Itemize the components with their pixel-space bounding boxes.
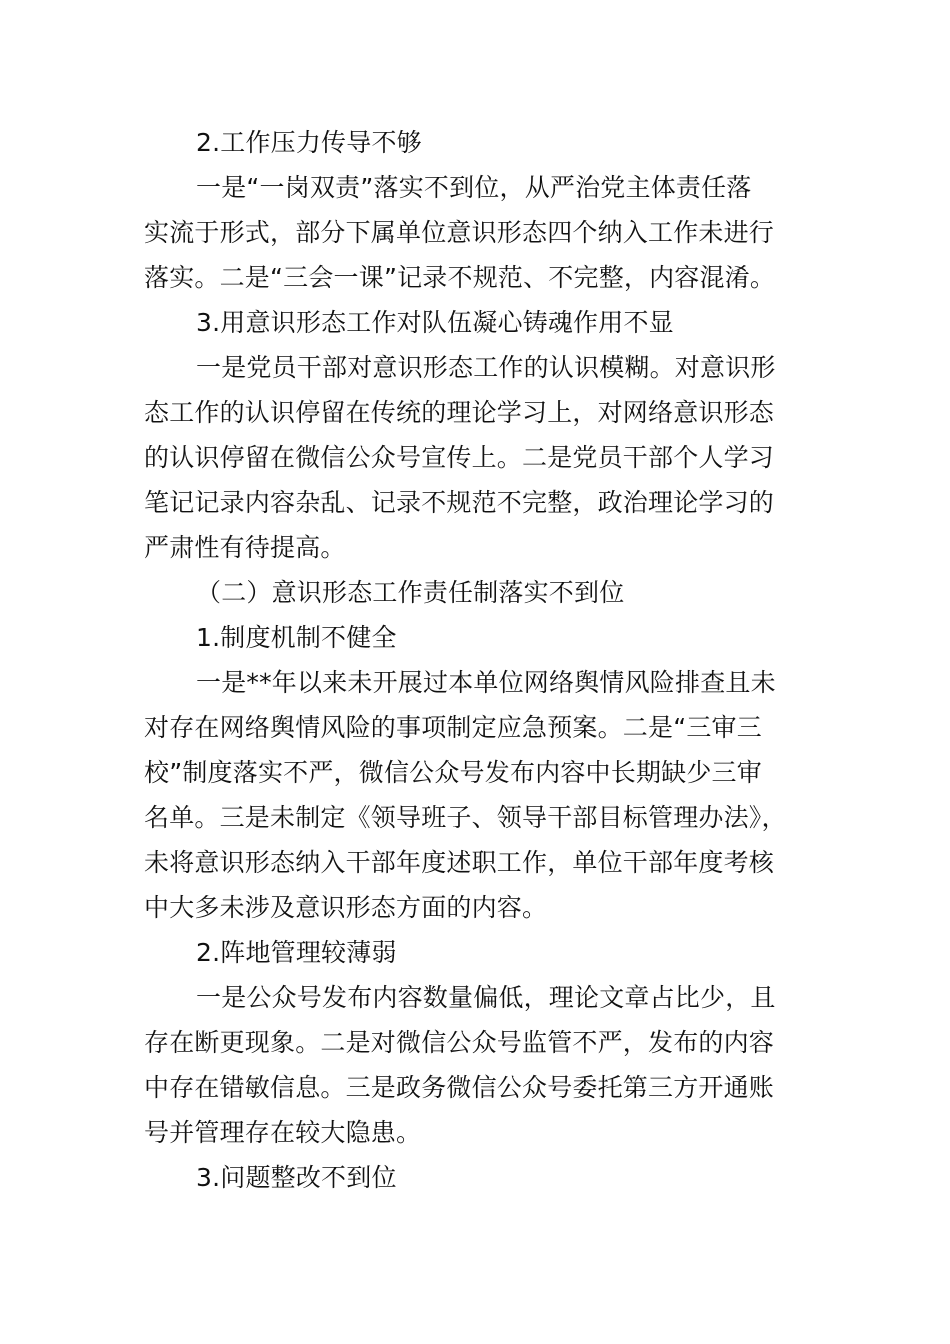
paragraph-line: 态工作的认识停留在传统的理论学习上，对网络意识形态	[144, 398, 775, 427]
heading-2-work-pressure: 2.工作压力传导不够	[196, 128, 422, 157]
paragraph-line: 号并管理存在较大隐患。	[144, 1118, 422, 1147]
paragraph-line: 校”制度落实不严，微信公众号发布内容中长期缺少三审	[144, 758, 762, 787]
heading-1-institution: 1.制度机制不健全	[196, 623, 397, 652]
paragraph-line: 名单。三是未制定《领导班子、领导干部目标管理办法》，	[144, 803, 787, 832]
section-heading-2: （二）意识形态工作责任制落实不到位	[196, 578, 625, 607]
paragraph-line: 一是党员干部对意识形态工作的认识模糊。对意识形	[196, 353, 776, 382]
paragraph-line: 的认识停留在微信公众号宣传上。二是党员干部个人学习	[144, 443, 775, 472]
paragraph-line: 对存在网络舆情风险的事项制定应急预案。二是“三审三	[144, 713, 762, 742]
paragraph-line: 存在断更现象。二是对微信公众号监管不严，发布的内容	[144, 1028, 775, 1057]
paragraph-line: 中存在错敏信息。三是政务微信公众号委托第三方开通账	[144, 1073, 775, 1102]
paragraph-line: 一是**年以来未开展过本单位网络舆情风险排查且未	[196, 668, 776, 697]
paragraph-line: 实流于形式，部分下属单位意识形态四个纳入工作未进行	[144, 218, 775, 247]
paragraph-line: 严肃性有待提高。	[144, 533, 346, 562]
heading-3-rectification: 3.问题整改不到位	[196, 1163, 397, 1192]
paragraph-line: 一是“一岗双责”落实不到位，从严治党主体责任落	[196, 173, 752, 202]
paragraph-line: 一是公众号发布内容数量偏低，理论文章占比少，且	[196, 983, 776, 1012]
heading-2-position-management: 2.阵地管理较薄弱	[196, 938, 397, 967]
paragraph-line: 未将意识形态纳入干部年度述职工作，单位干部年度考核	[144, 848, 775, 877]
paragraph-line: 中大多未涉及意识形态方面的内容。	[144, 893, 548, 922]
paragraph-line: 笔记记录内容杂乱、记录不规范不完整，政治理论学习的	[144, 488, 775, 517]
paragraph-line: 落实。二是“三会一课”记录不规范、不完整，内容混淆。	[144, 263, 776, 292]
document-body	[144, 120, 804, 1200]
heading-3-ideology-role: 3.用意识形态工作对队伍凝心铸魂作用不显	[196, 308, 674, 337]
